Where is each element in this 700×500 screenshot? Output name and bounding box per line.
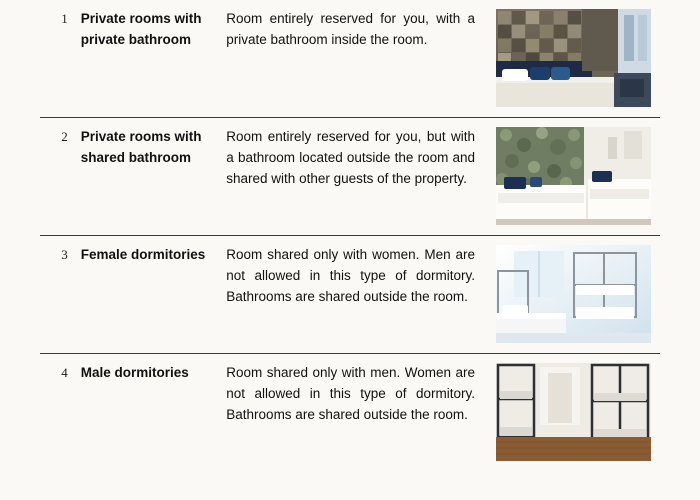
row-description: Room shared only with men. Women are not allowed in this type of dormitory. Bathrooms are shared outside the room.	[226, 365, 476, 422]
row-title: Private rooms with shared bathroom	[80, 129, 202, 165]
row-image-cell	[495, 236, 660, 353]
row-number: 2	[61, 129, 68, 144]
row-image-cell	[495, 354, 660, 471]
row-image-cell	[495, 118, 660, 235]
private-room-shared-bathroom-photo	[496, 127, 651, 225]
row-description: Room entirely reserved for you, but with a bathroom located outside the room and shared with other guests of the property.	[226, 129, 476, 186]
row-title: Male dormitories	[80, 365, 189, 380]
private-room-private-bathroom-photo	[496, 9, 651, 107]
table-row	[40, 354, 660, 471]
male-dormitory-photo	[496, 363, 651, 461]
row-number: 1	[61, 11, 68, 26]
row-title: Female dormitories	[80, 247, 206, 262]
table-row	[40, 118, 660, 235]
row-number: 4	[61, 365, 68, 380]
row-title: Private rooms with private bathroom	[80, 11, 202, 47]
table-row	[40, 236, 660, 353]
room-types-table	[40, 0, 660, 471]
row-number: 3	[61, 247, 68, 262]
row-description: Room entirely reserved for you, with a private bathroom inside the room.	[226, 11, 476, 47]
row-image-cell	[495, 0, 660, 117]
row-description: Room shared only with women. Men are not allowed in this type of dormitory. Bathrooms are shared outside the room.	[226, 247, 476, 304]
table-row	[40, 0, 660, 117]
female-dormitory-photo	[496, 245, 651, 343]
